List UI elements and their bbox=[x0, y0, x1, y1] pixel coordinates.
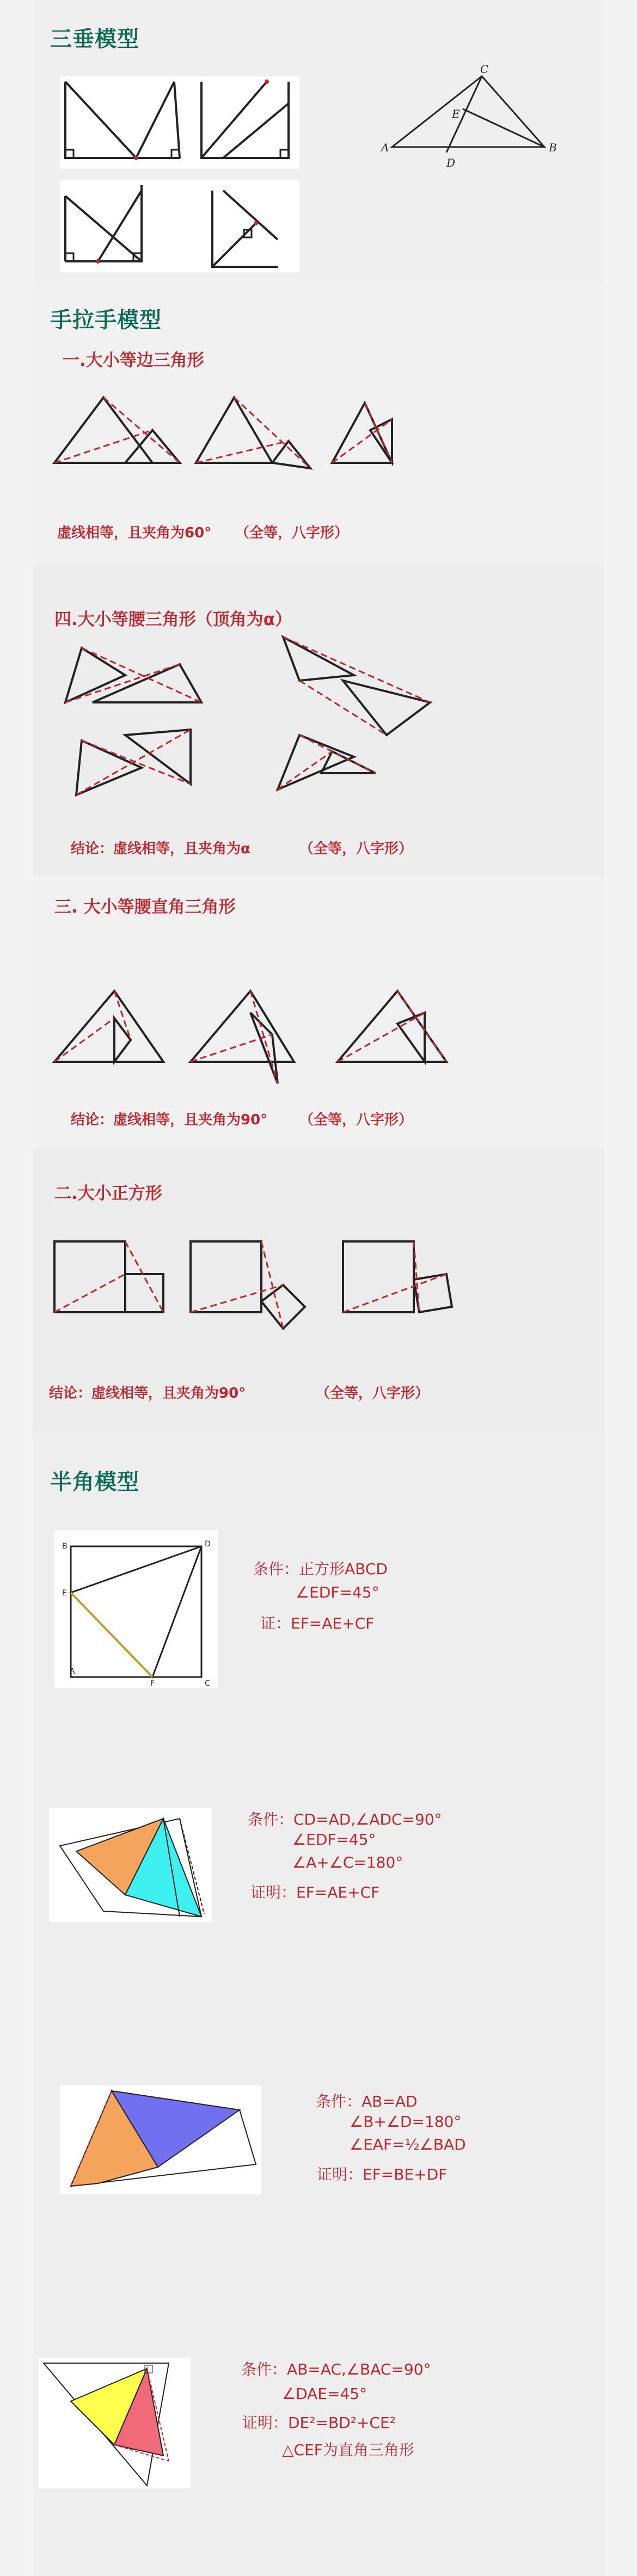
three-perp-figure-1 bbox=[60, 76, 299, 169]
squares-diagrams bbox=[49, 1236, 474, 1361]
right-isosceles-congruent-note: （全等，八字形） bbox=[299, 1112, 413, 1128]
sq-label-f: F bbox=[150, 1679, 155, 1688]
equilateral-congruent-note: （全等，八字形） bbox=[235, 525, 349, 541]
sq-label-b: B bbox=[62, 1542, 68, 1551]
label-c: C bbox=[480, 63, 489, 76]
label-e: E bbox=[452, 107, 460, 120]
label-a: A bbox=[381, 141, 389, 154]
equilateral-diagrams bbox=[49, 381, 463, 490]
half-angle-title: 半角模型 bbox=[50, 1470, 139, 1495]
three-perp-labeled-triangle bbox=[381, 65, 561, 174]
m1-condition-2: ∠EDF=45° bbox=[296, 1583, 379, 1601]
sq-label-a: A bbox=[70, 1667, 75, 1676]
sq-label-d: D bbox=[205, 1540, 211, 1549]
m4-condition-2: ∠DAE=45° bbox=[282, 2385, 367, 2403]
m2-condition-2: ∠EDF=45° bbox=[292, 1831, 376, 1849]
isosceles-congruent-note: （全等，八字形） bbox=[299, 841, 413, 857]
hand-in-hand-title: 手拉手模型 bbox=[50, 308, 162, 333]
equilateral-title: 一.大小等边三角形 bbox=[63, 351, 204, 370]
half-angle-figure-4 bbox=[38, 2358, 191, 2488]
right-isosceles-title: 三. 大小等腰直角三角形 bbox=[54, 897, 236, 917]
half-angle-figure-2 bbox=[49, 1808, 212, 1922]
sq-label-c: C bbox=[205, 1679, 210, 1688]
m2-condition-3: ∠A+∠C=180° bbox=[292, 1853, 403, 1871]
three-perp-figure-2 bbox=[60, 180, 299, 272]
right-isosceles-conclusion: 结论：虚线相等，且夹角为90° bbox=[71, 1112, 268, 1128]
isosceles-title: 四.大小等腰三角形（顶角为α） bbox=[54, 610, 292, 629]
quad-half-angle-diagram bbox=[60, 2085, 261, 2194]
document-page bbox=[33, 0, 604, 2576]
squares-conclusion: 结论：虚线相等，且夹角为90° bbox=[49, 1385, 246, 1402]
square-half-angle-diagram bbox=[54, 1530, 218, 1688]
isosceles-conclusion: 结论：虚线相等，且夹角为α bbox=[71, 841, 250, 857]
three-perp-diagram-1 bbox=[60, 76, 299, 169]
kite-half-angle-diagram bbox=[49, 1808, 212, 1922]
m1-condition-1: 条件：正方形ABCD bbox=[253, 1560, 388, 1578]
m3-condition-2: ∠B+∠D=180° bbox=[350, 2113, 462, 2131]
m4-condition-1: 条件：AB=AC,∠BAC=90° bbox=[241, 2360, 431, 2378]
three-perp-diagram-2 bbox=[60, 180, 299, 272]
half-angle-figure-1 bbox=[54, 1530, 218, 1688]
label-b: B bbox=[549, 141, 557, 154]
three-perp-title: 三垂模型 bbox=[50, 27, 139, 52]
squares-congruent-note: （全等，八字形） bbox=[316, 1385, 430, 1402]
sq-label-e: E bbox=[62, 1589, 67, 1598]
right-isosceles-half-angle-diagram bbox=[38, 2358, 191, 2488]
m4-proof: 证明：DE²=BD²+CE² bbox=[242, 2414, 396, 2432]
squares-title: 二.大小正方形 bbox=[54, 1184, 162, 1203]
equilateral-conclusion: 虚线相等，且夹角为60° bbox=[57, 525, 212, 541]
m3-proof: 证明：EF=BE+DF bbox=[317, 2165, 448, 2183]
m2-condition-1: 条件：CD=AD,∠ADC=90° bbox=[248, 1810, 442, 1828]
half-angle-figure-3 bbox=[60, 2085, 261, 2194]
m4-note: △CEF为直角三角形 bbox=[282, 2441, 414, 2459]
m3-condition-3: ∠EAF=½∠BAD bbox=[350, 2136, 466, 2153]
m2-proof: 证明：EF=AE+CF bbox=[250, 1883, 380, 1901]
isosceles-diagrams bbox=[49, 632, 452, 817]
label-d: D bbox=[446, 156, 456, 169]
m3-condition-1: 条件：AB=AD bbox=[316, 2092, 418, 2110]
m1-proof: 证：EF=AE+CF bbox=[260, 1614, 375, 1632]
right-isosceles-diagrams bbox=[49, 980, 474, 1100]
